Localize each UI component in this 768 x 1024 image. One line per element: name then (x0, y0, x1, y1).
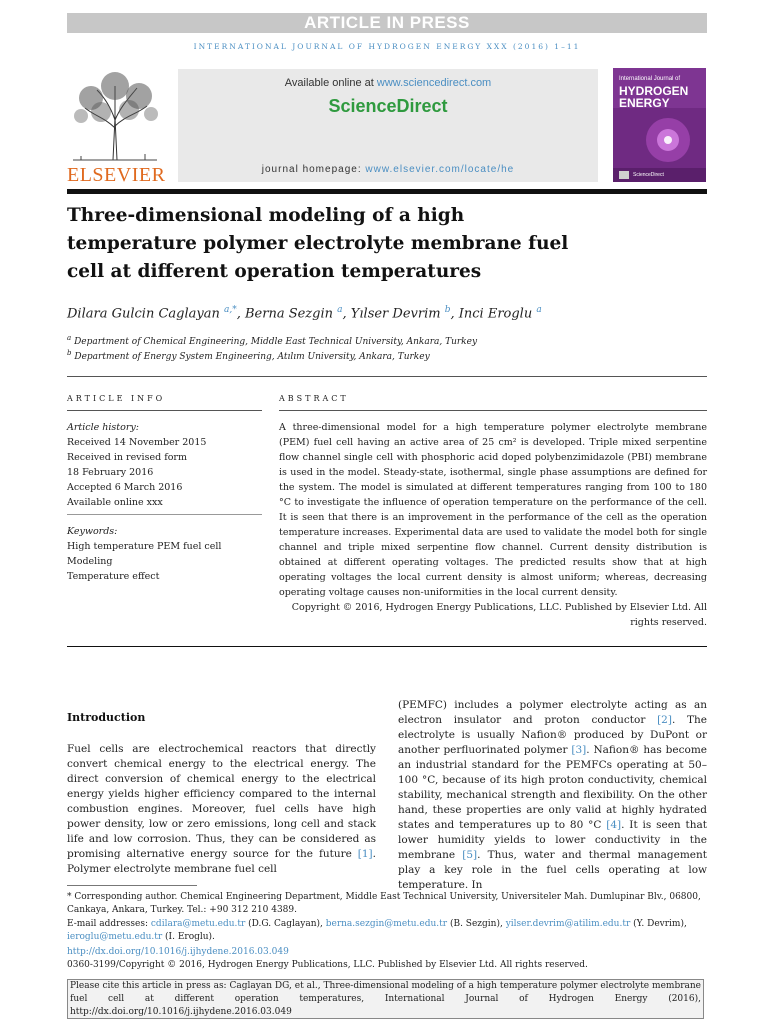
email-owner: (B. Sezgin), (447, 919, 506, 929)
author-name: Inci Eroglu (458, 306, 533, 322)
affiliation-text: Department of Energy System Engineering, Atılım University, Ankara, Turkey (74, 352, 430, 362)
introduction-heading: Introduction (67, 711, 146, 724)
email-owner: (Y. Devrim), (630, 919, 687, 929)
cover-title-hydrogen: HYDROGEN (619, 84, 689, 98)
keyword: Modeling (67, 556, 113, 567)
info-divider (67, 514, 262, 515)
article-history-label: Article history: (67, 422, 139, 433)
intro-text: . Nafion® has become an industrial standard for the PEMFCs operating at 50–100 °C, because of its high proton conductivity, chemical stability, mechanical strength and flexibility. On the other hand, these properties are only valid at highly hydrated states and temperatures up to 80 °C (398, 744, 707, 831)
reference-link[interactable]: [1] (357, 848, 373, 860)
issn-copyright: 0360-3199/Copyright © 2016, Hydrogen Energy Publications, LLC. Published by Elsevier Ltd. All rights reserved. (67, 960, 588, 970)
intro-text: (PEMFC) includes a polymer electrolyte acting as an electron insulator and proton conductor (398, 699, 707, 726)
affiliation-b (67, 349, 430, 362)
reference-link[interactable]: [4] (606, 819, 622, 831)
email-link[interactable]: cdilara@metu.edu.tr (150, 919, 246, 929)
corresponding-author-note: * Corresponding author. Chemical Engineering Department, Middle East Technical University, Universiteler Mah. Dumlupinar Blv., 06800, Cankaya, Ankara, Turkey. Tel.: +90 312 210 4389. (67, 892, 701, 915)
email-link[interactable]: berna.sezgin@metu.edu.tr (325, 919, 448, 929)
intro-text: . Thus, water and thermal management play a key role in the fuel cells operating at low temperature. In (398, 849, 707, 891)
journal-homepage-line (178, 164, 598, 175)
article-info-rule (67, 410, 262, 411)
author-affiliation-mark[interactable]: a (337, 305, 343, 315)
author-affiliation-mark[interactable]: a,* (223, 305, 237, 315)
intro-text: Fuel cells are electrochemical reactors that directly convert chemical energy to the electrical energy. The direct conversion of chemical energy to the electrical energy yields higher efficiency compared to the internal combustion engines. Moreover, fuel cells have high power density, low or zero emissions, long cell and stack life and low corrosion. Thus, they can be considered as promising alternative energy source for the future (67, 743, 376, 860)
author-name: Berna Sezgin (244, 306, 334, 322)
affiliation-mark: a (67, 334, 72, 342)
affiliation-mark: b (67, 349, 72, 357)
keywords-label: Keywords: (67, 526, 118, 537)
author-name: Dilara Gulcin Caglayan (67, 306, 220, 322)
affiliation-text: Department of Chemical Engineering, Middle East Technical University, Ankara, Turkey (74, 337, 478, 347)
available-online-label: Available online at (284, 77, 377, 89)
abstract-text: A three-dimensional model for a high temperature polymer electrolyte membrane (PEM) fuel cell having an active area of 25 cm² is developed. Triple mixed serpentine flow channel single cell with phosphoric acid doped polybenzimidazole (PBI) membrane is used in the model. Steady-state, isothermal, single phase assumptions are defined for the system. The model is simulated at different temperatures ranging from 100 to 180 °C to investigate the influence of operation temperature on the performance of the cell. It is seen that there is an improvement in the performance of the cell as the operation temperature increases. Experimental data are used to validate the model both for single channel and triple mixed serpentine flow channel. Current density distribution is obtained at different operating voltages. The predicted results show that at high operating voltages the local current density is almost uniform; whereas, decreasing operating voltage causes non-uniformities in the local current density. (279, 422, 707, 598)
abstract-rule (279, 410, 707, 411)
author-name: Yılser Devrim (350, 306, 441, 322)
affiliation-a (67, 334, 477, 347)
email-label: E-mail addresses: (67, 919, 151, 929)
reference-link[interactable]: [2] (657, 714, 672, 726)
reference-link[interactable]: [3] (571, 744, 587, 756)
intro-left-column (67, 742, 376, 877)
email-link[interactable]: ieroglu@metu.edu.tr (67, 932, 163, 942)
intro-text: . It is seen that lower humidity yields to lower conductivity in the membrane (398, 819, 708, 861)
section-rule (67, 376, 707, 377)
homepage-label: journal homepage: (261, 164, 366, 175)
header-rule (67, 189, 707, 194)
article-history (67, 420, 257, 510)
cover-imprint: ScienceDirect (633, 172, 664, 178)
author-affiliation-mark[interactable]: b (444, 305, 451, 315)
sciencedirect-logo: ScienceDirect (328, 96, 448, 116)
elsevier-wordmark: ELSEVIER (67, 164, 166, 186)
journal-homepage-link[interactable]: www.elsevier.com/locate/he (365, 164, 515, 175)
article-in-press-banner: ARTICLE IN PRESS (67, 13, 707, 33)
doi-link[interactable]: http://dx.doi.org/10.1016/j.ijhydene.2016.03.049 (67, 947, 289, 957)
footnote-rule (67, 885, 197, 886)
abstract-copyright: Copyright © 2016, Hydrogen Energy Publications, LLC. Published by Elsevier Ltd. All rights reserved. (291, 602, 707, 628)
email-owner: (D.G. Caglayan), (245, 919, 326, 929)
keywords (67, 524, 257, 584)
intro-text: . The electrolyte is usually Nafion® produced by DuPont or another perfluorinated polymer (398, 714, 707, 756)
abstract-heading: ABSTRACT (279, 394, 349, 403)
history-entry: 18 February 2016 (67, 467, 154, 478)
author-list: Dilara Gulcin Caglayan $^{a,*}$, Berna Sezgin $^a$, Yılser Devrim $^b$, Inci Eroglu $^a$ (67, 305, 542, 322)
cover-title-energy: ENERGY (619, 96, 670, 110)
intro-text: . Polymer electrolyte membrane fuel cell (67, 848, 376, 875)
abstract-body (279, 420, 707, 630)
cover-journal-subtitle: International Journal of (619, 76, 681, 82)
email-link[interactable]: yilser.devrim@atilim.edu.tr (505, 919, 631, 929)
available-online-line (178, 77, 598, 89)
reference-link[interactable]: [5] (462, 849, 478, 861)
article-info-heading: ARTICLE INFO (67, 394, 166, 403)
abstract-bottom-rule (67, 646, 707, 647)
history-entry: Accepted 6 March 2016 (67, 482, 183, 493)
article-title: Three-dimensional modeling of a high temperature polymer electrolyte membrane fuel cell at different operation temperatures (67, 205, 569, 282)
history-entry: Received 14 November 2015 (67, 437, 207, 448)
intro-right-column (398, 698, 707, 893)
keyword: Temperature effect (67, 571, 160, 582)
journal-cover-image (613, 68, 706, 182)
email-owner: (I. Eroglu). (162, 932, 215, 942)
history-entry: Received in revised form (67, 452, 187, 463)
author-affiliation-mark[interactable]: a (536, 305, 542, 315)
history-entry: Available online xxx (67, 497, 163, 508)
keyword: High temperature PEM fuel cell (67, 541, 222, 552)
journal-running-header: INTERNATIONAL JOURNAL OF HYDROGEN ENERGY XXX (2016) 1–11 (193, 42, 581, 51)
email-addresses (67, 918, 707, 944)
sciencedirect-link[interactable]: www.sciencedirect.com (376, 77, 492, 89)
citation-box: Please cite this article in press as: Caglayan DG, et al., Three-dimensional modeling of a high temperature polymer electrolyte membrane fuel cell at different operation temperatures, International Journal of Hydrogen Energy (2016), http://dx.doi.org/10.1016/j.ijhydene.2016.03.049 (67, 979, 704, 1019)
